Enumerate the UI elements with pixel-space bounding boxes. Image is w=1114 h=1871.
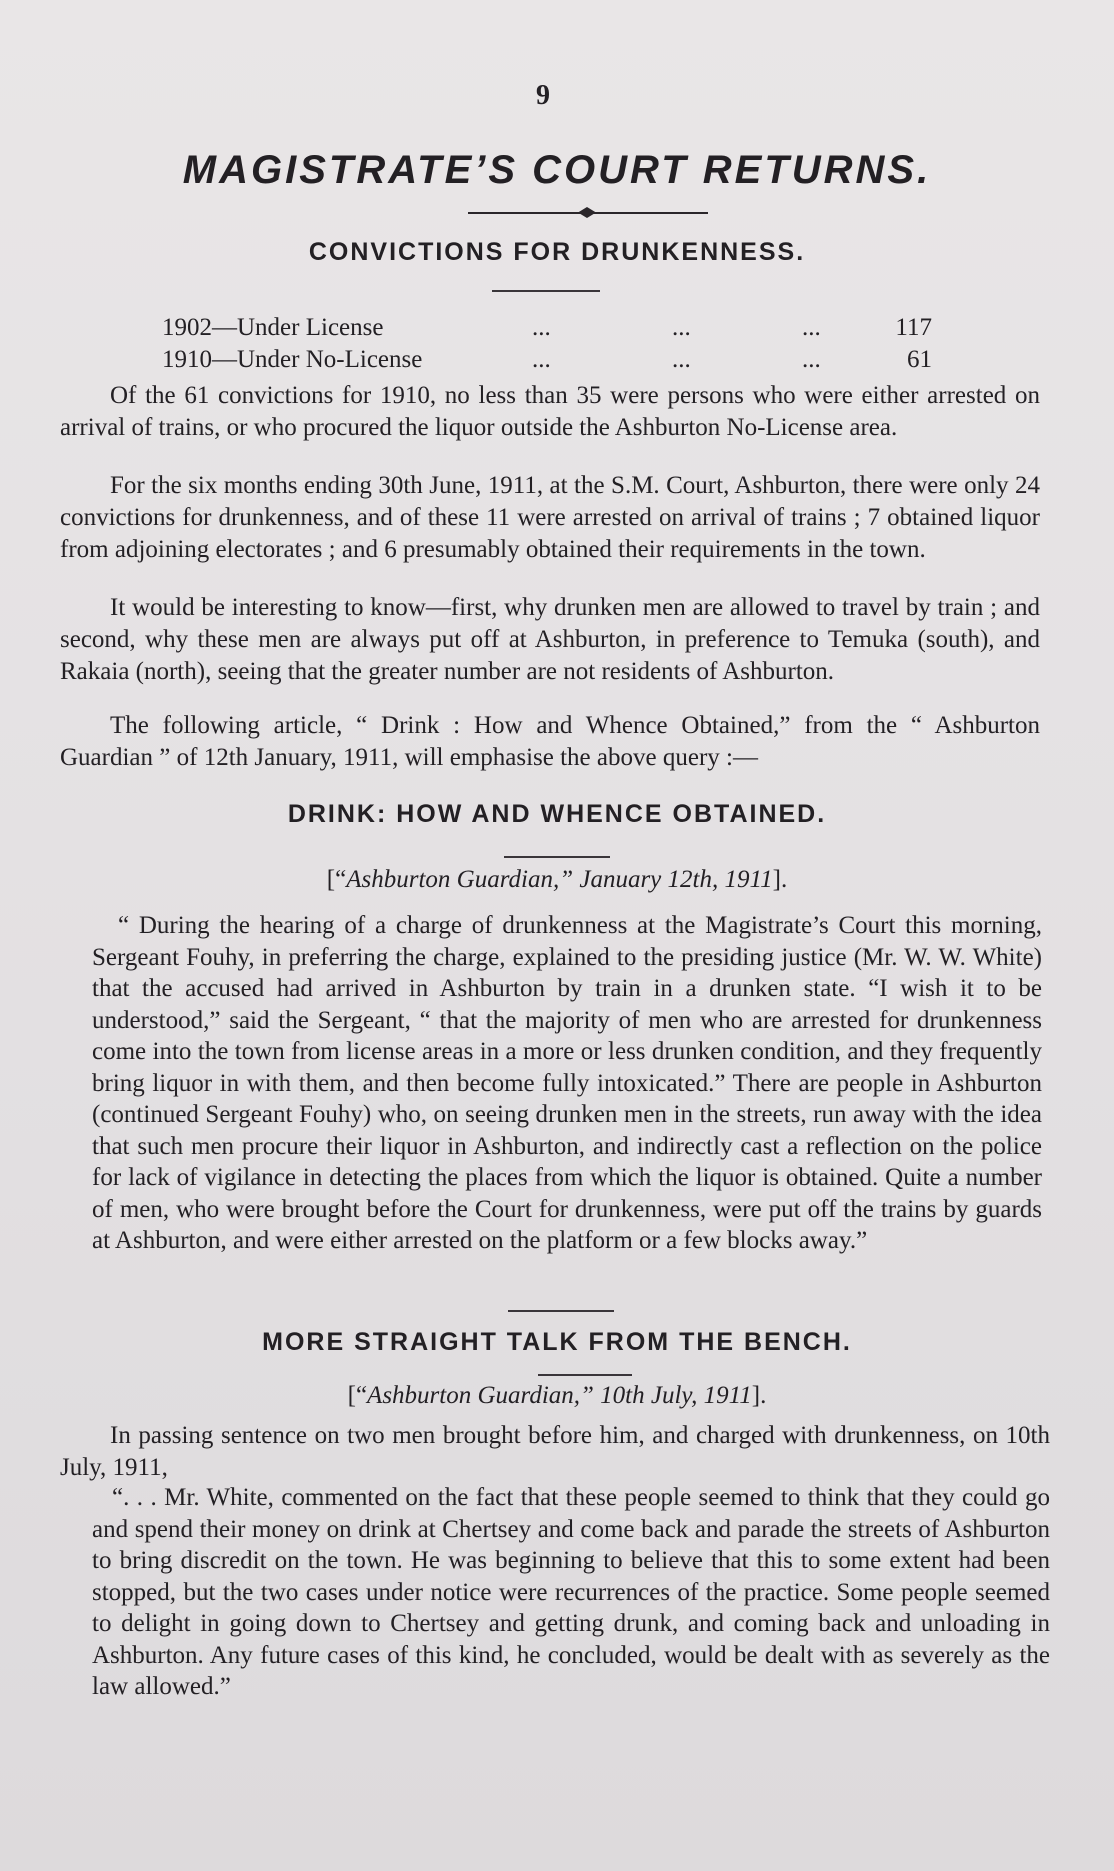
leader-dots: ... — [802, 314, 821, 341]
convictions-table — [162, 312, 932, 376]
row-value: 117 — [895, 314, 932, 341]
divider-rule — [504, 856, 610, 858]
ornamental-divider — [468, 207, 708, 219]
leader-dots: ... — [802, 346, 821, 373]
citation-bracket: ]. — [751, 1382, 767, 1409]
row-value: 61 — [907, 346, 932, 373]
leader-dots: ... — [672, 346, 691, 373]
row-label: 1910—Under No-License — [162, 346, 423, 373]
leader-dots: ... — [672, 314, 691, 341]
page-title: MAGISTRATE’S COURT RETURNS. — [182, 148, 932, 192]
citation-text: Ashburton Guardian,” January 12th, 1911 — [346, 866, 773, 893]
section-heading-drink: DRINK: HOW AND WHENCE OBTAINED. — [287, 800, 827, 828]
citation-bracket: ]. — [772, 866, 788, 893]
divider-rule — [492, 290, 600, 292]
citation-bracket: [“ — [326, 866, 347, 893]
citation — [0, 866, 1114, 894]
paragraph: The following article, “ Drink : How and Whence Obtained,” from the “ Ashburton Guardian ” of 12th January, 1911, will emphasise the above query :— — [60, 712, 1040, 771]
table-row — [162, 344, 932, 376]
quoted-article: “ During the hearing of a charge of drunkenness at the Magistrate’s Court this morning, Sergeant Fouhy, in preferring the charge, explained to the presiding justice (Mr. W. W. White) that the accused had arrived in Ashburton by train in a drunken state. “I wish it to be understood,” said the Sergeant, “ that the majority of men who are arrested for drunkenness come into the town from license areas in a more or less drunken condition, and they frequently bring liquor in with them, and then become fully intoxicated.” There are people in Ashburton (continued Sergeant Fouhy) who, on seeing drunken men in the streets, run away with the idea that such men procure their liquor in Ashburton, and indirectly cast a reflection on the police for lack of vigilance in detecting the places from which the liquor is obtained. Quite a number of men, who were brought before the Court for drunkenness, were put off the trains by guards at Ashburton, and were either arrested on the platform or a few blocks away.” — [92, 912, 1042, 1254]
paragraph: It would be interesting to know—first, why drunken men are allowed to travel by train ; and second, why these men are always put off at Ashburton, in preference to Temuka (south), and Rakaia (north), seeing that the greater number are not residents of Ashburton. — [60, 594, 1040, 685]
section-heading-bench: MORE STRAIGHT TALK FROM THE BENCH. — [262, 1328, 852, 1356]
paragraph: In passing sentence on two men brought before him, and charged with drunkenness, on 10th July, 1911, — [60, 1422, 1050, 1481]
page-number: 9 — [536, 80, 550, 111]
citation — [0, 1382, 1114, 1410]
divider-rule — [538, 1374, 632, 1376]
citation-text: Ashburton Guardian,” 10th July, 1911 — [367, 1382, 752, 1409]
paragraph: Of the 61 convictions for 1910, no less than 35 were persons who were either arrested on arrival of trains, or who procured the liquor outside the Ashburton No-License area. — [60, 382, 1040, 441]
row-label: 1902—Under License — [162, 314, 384, 341]
table-row — [162, 312, 932, 344]
quoted-remarks: “. . . Mr. White, commented on the fact that these people seemed to think that they could go and spend their money on drink at Chertsey and come back and parade the streets of Ashburton to bring discredit on the town. He was beginning to believe that this to some extent had been stopped, but the two cases under notice were recurrences of the practice. Some people seemed to delight in going down to Chertsey and getting drunk, and coming back and unloading in Ashburton. Any future cases of this kind, he concluded, would be dealt with as severely as the law allowed.” — [92, 1484, 1050, 1700]
leader-dots: ... — [532, 346, 551, 373]
section-heading-convictions: CONVICTIONS FOR DRUNKENNESS. — [308, 238, 806, 266]
citation-bracket: [“ — [347, 1382, 368, 1409]
divider-rule — [508, 1310, 614, 1312]
leader-dots: ... — [532, 314, 551, 341]
paragraph: For the six months ending 30th June, 1911, at the S.M. Court, Ashburton, there were only 24 convictions for drunkenness, and of these 11 were arrested on arrival of trains ; 7 obtained liquor from adjoining electorates ; and 6 presumably obtained their requirements in the town. — [60, 472, 1040, 563]
